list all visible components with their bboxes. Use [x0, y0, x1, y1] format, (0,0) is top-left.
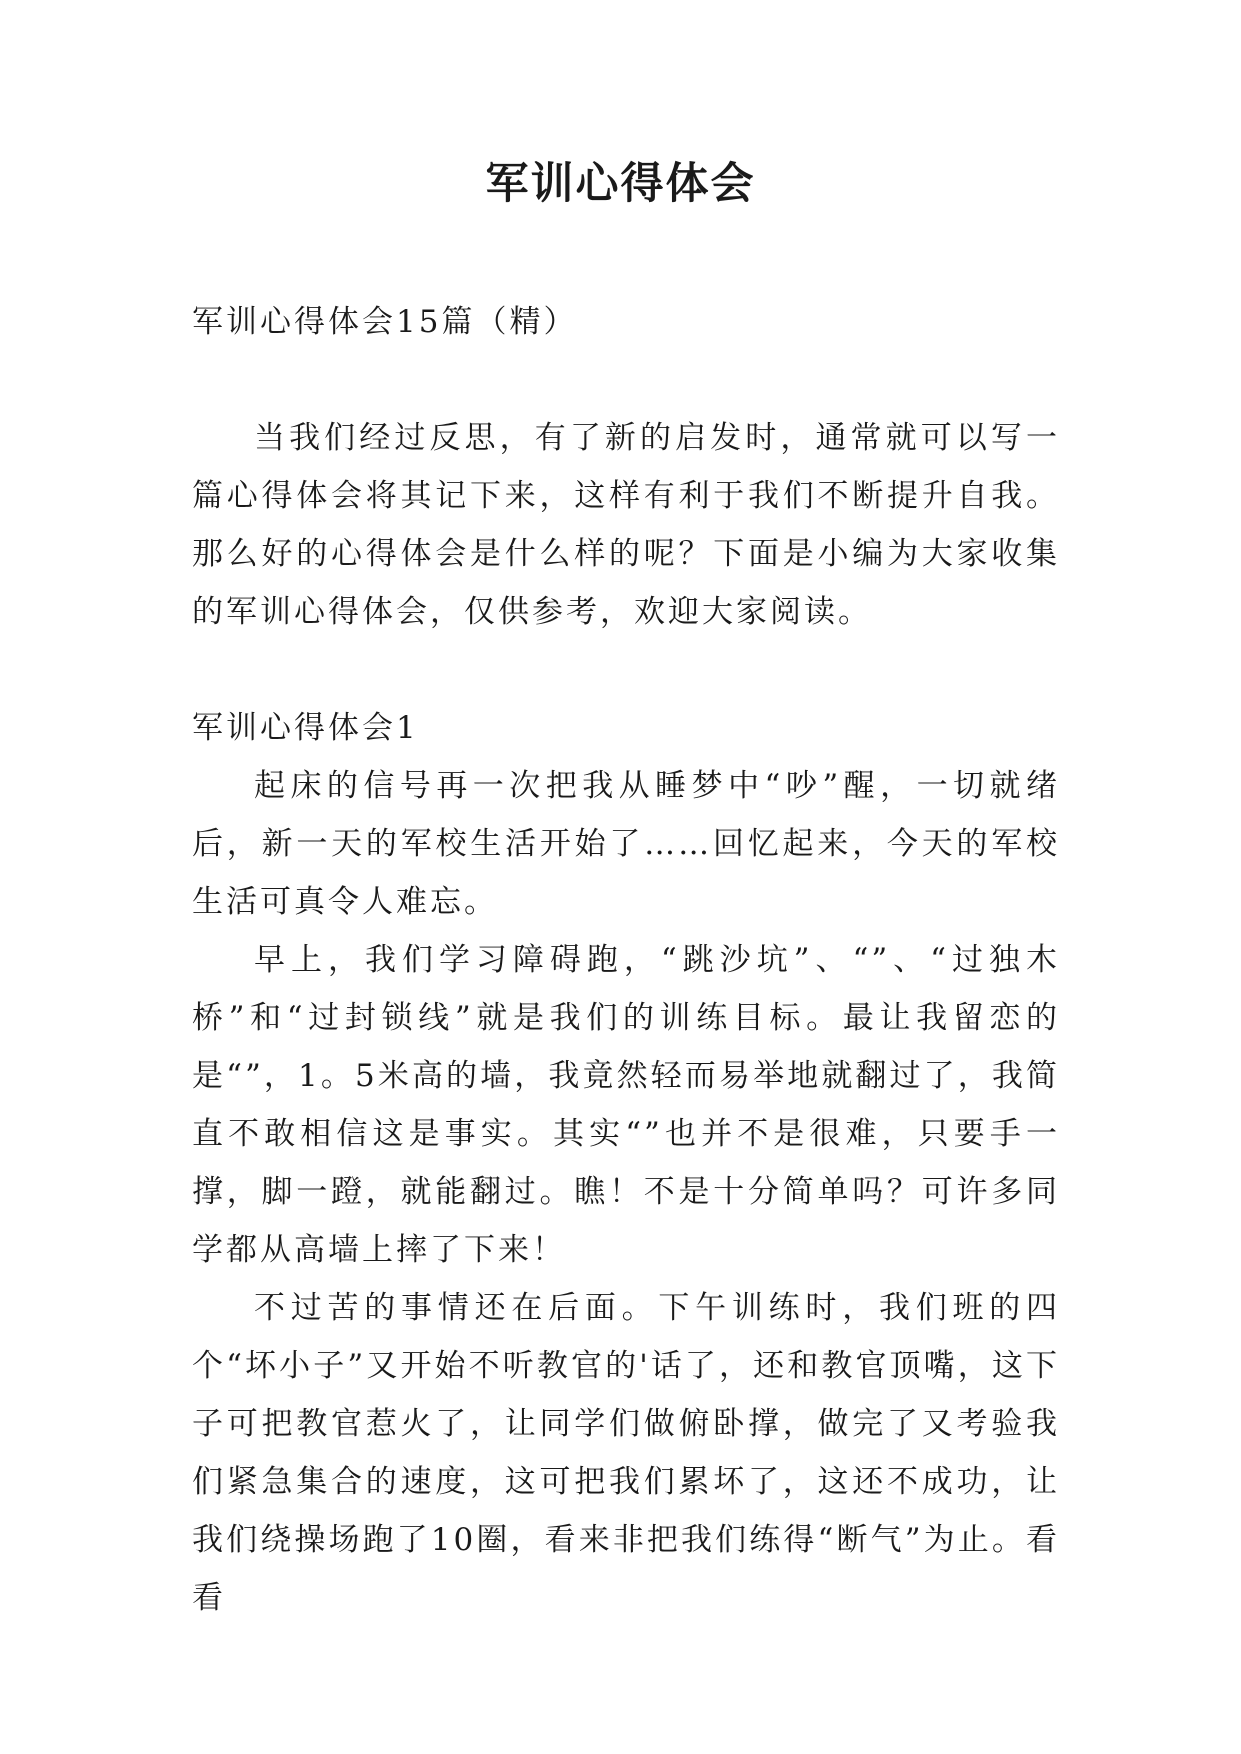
document-title: 军训心得体会 [485, 159, 756, 209]
body-paragraph: 起床的信号再一次把我从睡梦中“吵”醒，一切就绪后，新一天的军校生活开始了……回忆起来，今天的军校生活可真令人难忘。 [192, 768, 1060, 920]
section-heading: 军训心得体会1 [192, 710, 419, 746]
body-paragraph: 早上，我们学习障碍跑，“跳沙坑”、“”、“过独木桥”和“过封锁线”就是我们的训练目标。最让我留恋的是“”，1。5米高的墙，我竟然轻而易举地就翻过了，我简直不敢相信这是事实。其实“”也并不是很难，只要手一撑，脚一蹬，就能翻过。瞧！不是十分简单吗？可许多同学都从高墙上摔了下来！ [192, 942, 1060, 1268]
intro-paragraph: 当我们经过反思，有了新的启发时，通常就可以写一篇心得体会将其记下来，这样有利于我们不断提升自我。那么好的心得体会是什么样的呢？下面是小编为大家收集的军训心得体会，仅供参考，欢迎大家阅读。 [192, 420, 1060, 630]
document-body [192, 293, 1060, 1627]
document-subtitle: 军训心得体会15篇（精） [192, 304, 578, 340]
body-paragraph: 不过苦的事情还在后面。下午训练时，我们班的四个“坏小子”又开始不听教官的'话了，还和教官顶嘴，这下子可把教官惹火了，让同学们做俯卧撑，做完了又考验我们紧急集合的速度，这可把我们累坏了，这还不成功，让我们绕操场跑了10圈，看来非把我们练得“断气”为止。看看 [192, 1290, 1060, 1616]
